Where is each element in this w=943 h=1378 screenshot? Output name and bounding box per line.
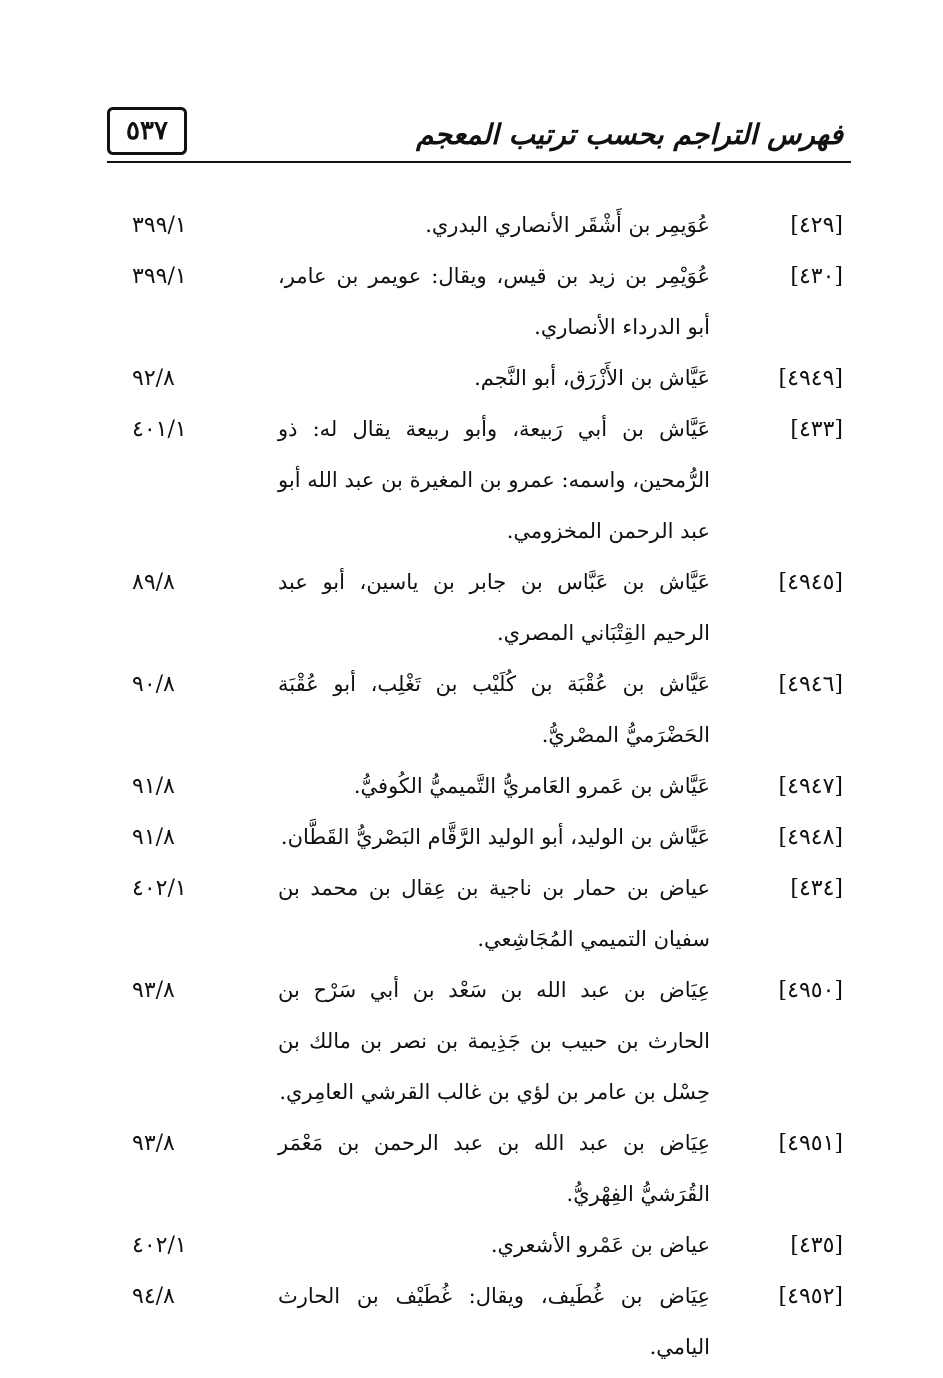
entry-number: [٤٩٤٥] <box>778 570 843 595</box>
entry-number: [٤٣٥] <box>790 1233 843 1258</box>
entry <box>110 761 843 812</box>
page-number-box <box>107 107 187 155</box>
entry-reference: ٤٠١/١ <box>132 417 187 442</box>
entry-number: [٤٢٩] <box>790 213 843 238</box>
entry-reference: ٩١/٨ <box>132 825 175 850</box>
page-number: ٥٣٧ <box>126 116 168 146</box>
entry <box>110 251 843 353</box>
entry <box>110 965 843 1118</box>
entry-reference: ٩٢/٨ <box>132 366 175 391</box>
entry <box>110 1118 843 1220</box>
entry <box>110 863 843 965</box>
entry-reference: ٨٩/٨ <box>132 570 175 595</box>
entry-reference: ٤٠٢/١ <box>132 876 187 901</box>
entry-name: عَيَّاش بن عَمرو العَامريُّ التَّميميُّ الكُوفيُّ. <box>353 774 710 798</box>
entry <box>110 659 843 761</box>
entry-number: [٤٩٥١] <box>778 1131 843 1156</box>
entry-reference: ٤٠٢/١ <box>132 1233 187 1258</box>
entry-name: عَيَّاش بن أبي رَبيعة، وأبو ربيعة يقال له: ذو الرُّمحين، واسمه: عمرو بن المغيرة بن عبد الله أبو عبد الرحمن المخزومي. <box>278 417 710 543</box>
entry <box>110 353 843 404</box>
entry <box>110 812 843 863</box>
entry-number: [٤٩٥٢] <box>778 1284 843 1309</box>
entry-name: عَيَّاش بن الأَزْرَق، أبو النَّجم. <box>474 366 710 390</box>
entry-reference: ٩٣/٨ <box>132 1131 175 1156</box>
entry-name: عِيَاض بن عبد الله بن سَعْد بن أبي سَرْح بن الحارث بن حبيب بن جَذِيمة بن نصر بن مالك بن حِسْل بن عامر بن لؤي بن غالب القرشي العامِري. <box>278 978 710 1104</box>
header-rule <box>107 161 851 163</box>
entry-number: [٤٣٤] <box>790 876 843 901</box>
entry-name: عَيَّاش بن عُقْبَة بن كُلَيْب بن تَغْلِب، أبو عُقْبَة الحَضْرَميُّ المصْريُّ. <box>278 672 710 747</box>
running-title: فهرس التراجم بحسب ترتيب المعجم <box>416 118 843 151</box>
entry-number: [٤٣٠] <box>790 264 843 289</box>
entry-number: [٤٩٤٩] <box>778 366 843 391</box>
entry <box>110 200 843 251</box>
entry-number: [٤٩٤٦] <box>778 672 843 697</box>
entry-reference: ٩٠/٨ <box>132 672 175 697</box>
entry-name: عِيَاض بن غُطَيف، ويقال: غُطَيْف بن الحارث اليامي. <box>278 1284 710 1359</box>
entry-reference: ٩٤/٨ <box>132 1284 175 1309</box>
entry-name: عياض بن عَمْرو الأشعري. <box>490 1233 710 1257</box>
entry-name: عياض بن حمار بن ناجية بن عِقال بن محمد بن سفيان التميمي المُجَاشِعي. <box>278 876 710 951</box>
entry-name: عَيَّاش بن الوليد، أبو الوليد الرَّقَّام البَصْريُّ القَطَّان. <box>280 825 710 849</box>
entry-name: عِيَاض بن عبد الله بن عبد الرحمن بن مَعْمَر القُرَشيُّ الفِهْريُّ. <box>278 1131 710 1206</box>
entry <box>110 1271 843 1373</box>
entry-name: عُوَيْمِر بن زيد بن قيس، ويقال: عويمر بن عامر، أبو الدرداء الأنصاري. <box>278 264 710 339</box>
entry-number: [٤٣٣] <box>790 417 843 442</box>
entry <box>110 404 843 557</box>
entry-number: [٤٩٥٠] <box>778 978 843 1003</box>
entry-number: [٤٩٤٨] <box>778 825 843 850</box>
entry-name: عُوَيمِر بن أَشْقَر الأنصاري البدري. <box>425 213 710 237</box>
entry-number: [٤٩٤٧] <box>778 774 843 799</box>
entry <box>110 1220 843 1271</box>
entry-name: عَيَّاش بن عَبَّاس بن جابر بن ياسين، أبو عبد الرحيم القِتْبَاني المصري. <box>278 570 710 645</box>
entry-reference: ٩٣/٨ <box>132 978 175 1003</box>
entries-list <box>110 200 843 1373</box>
entry-reference: ٣٩٩/١ <box>132 213 187 238</box>
entry <box>110 557 843 659</box>
entry-reference: ٣٩٩/١ <box>132 264 187 289</box>
entry-reference: ٩١/٨ <box>132 774 175 799</box>
